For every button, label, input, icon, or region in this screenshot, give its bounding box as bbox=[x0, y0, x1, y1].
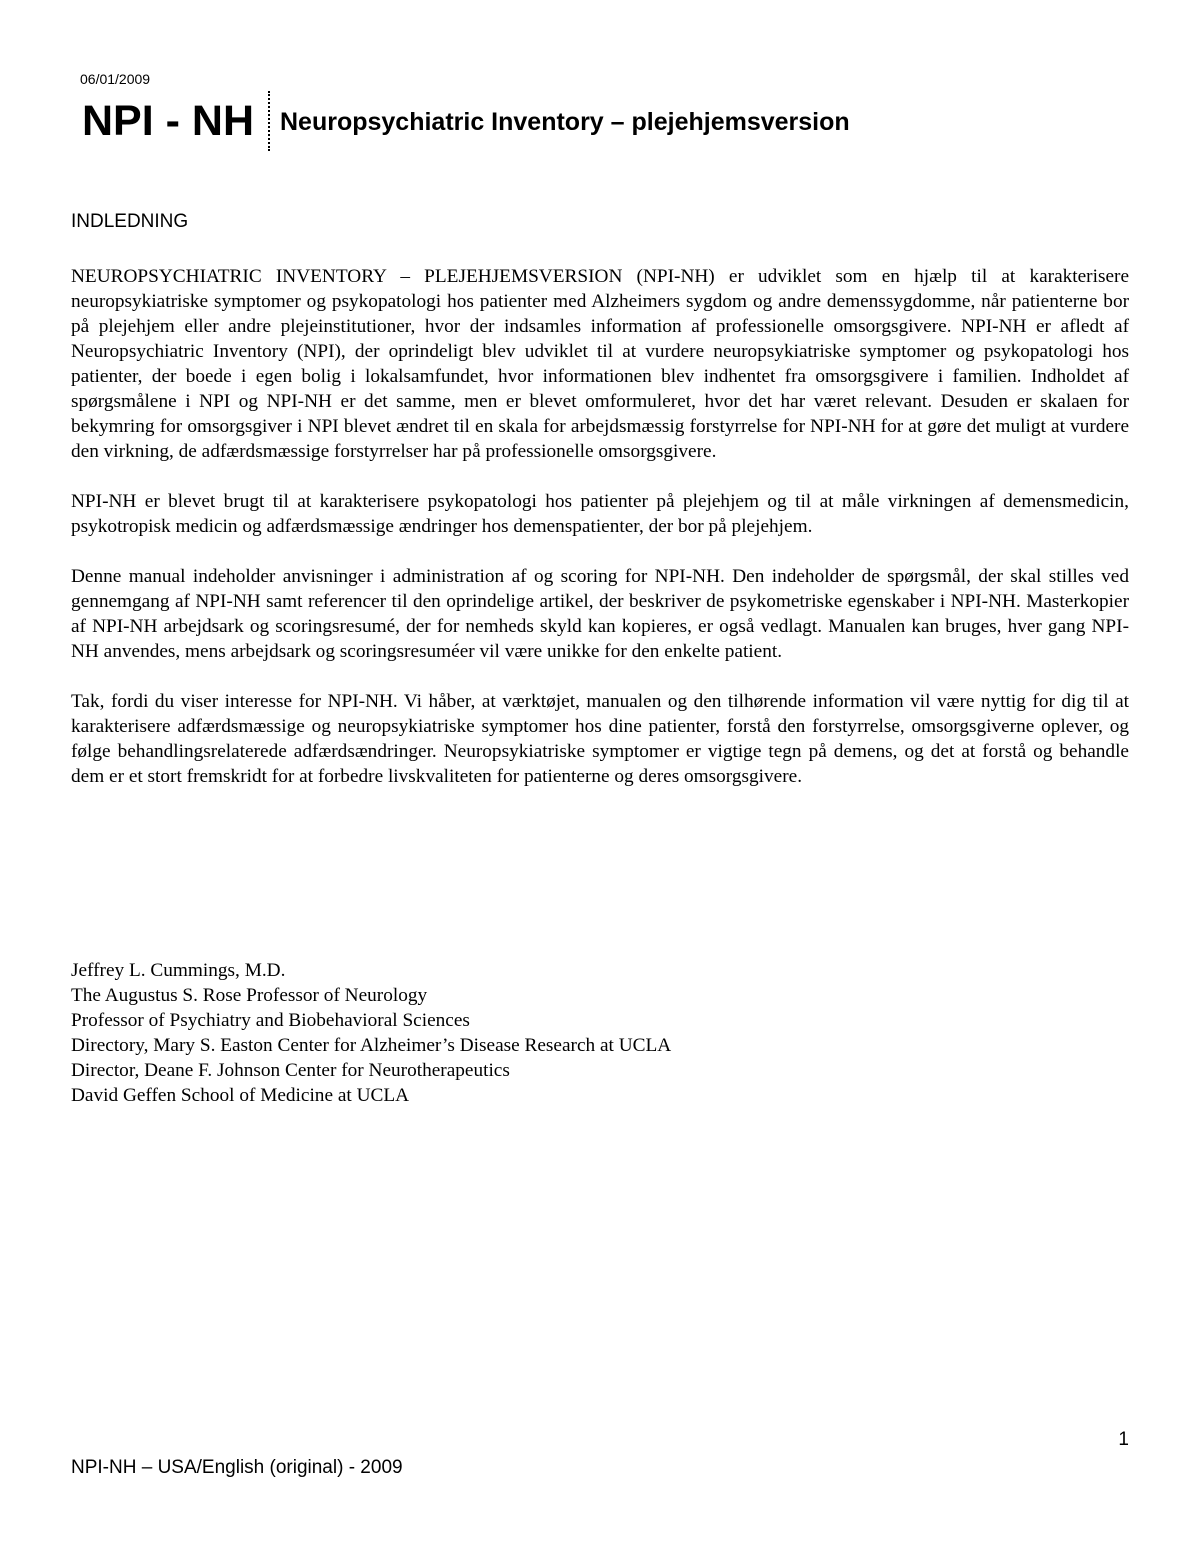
paragraph-thanks: Tak, fordi du viser interesse for NPI-NH. Vi håber, at værktøjet, manualen og den tilhørende information vil være nyttig for dig til at karakterisere adfærdsmæssige og neuropsykiatriske symptomer hos dine patienter, forstå den forstyrrelse, omsorgsgiverne oplever, og følge behandlingsrelaterede adfærdsændringer. Neuropsykiatriske symptomer er vigtige tegn på demens, og det at forstå og behandle dem er et stort fremskridt for at forbedre livskvaliteten for patienterne og deres omsorgsgivere. bbox=[71, 691, 1129, 787]
signature-name: Jeffrey L. Cummings, M.D. bbox=[71, 960, 286, 981]
signature-line: Professor of Psychiatry and Biobehavioral Sciences bbox=[71, 1010, 470, 1031]
page-number: 1 bbox=[1118, 1429, 1129, 1450]
signature-line: Directory, Mary S. Easton Center for Alzheimer’s Disease Research at UCLA bbox=[71, 1035, 672, 1056]
signature-block bbox=[71, 958, 671, 1108]
signature-line: Director, Deane F. Johnson Center for Neurotherapeutics bbox=[71, 1060, 510, 1081]
npi-nh-logo: NPI - NH bbox=[82, 97, 254, 145]
section-heading: INDLEDNING bbox=[71, 211, 189, 232]
signature-line: David Geffen School of Medicine at UCLA bbox=[71, 1085, 410, 1106]
paragraph-manual: Denne manual indeholder anvisninger i administration af og scoring for NPI-NH. Den indeholder de spørgsmål, der skal stilles ved gennemgang af NPI-NH samt referencer til den oprindelige artikel, der beskriver de psykometriske egenskaber i NPI-NH. Masterkopier af NPI-NH arbejdsark og scoringsresumé, der for nemheds skyld kan kopieres, er også vedlagt. Manualen kan bruges, hver gang NPI-NH anvendes, mens arbejdsark og scoringsresuméer vil være unikke for den enkelte patient. bbox=[71, 566, 1129, 662]
document-title: Neuropsychiatric Inventory – plejehjemsversion bbox=[280, 108, 850, 136]
paragraph-usage: NPI-NH er blevet brugt til at karakterisere psykopatologi hos patienter på plejehjem og til at måle virkningen af demensmedicin, psykotropisk medicin og adfærdsmæssige ændringer hos demenspatienter, der bor på plejehjem. bbox=[71, 491, 1129, 537]
body-text bbox=[71, 264, 1129, 814]
paragraph-intro: NEUROPSYCHIATRIC INVENTORY – PLEJEHJEMSVERSION (NPI-NH) er udviklet som en hjælp til at karakterisere neuropsykiatriske symptomer og psykopatologi hos patienter med Alzheimers sygdom og andre demenssygdomme, når patienterne bor på plejehjem eller andre plejeinstitutioner, hvor der indsamles information af professionelle omsorgsgivere. NPI-NH er afledt af Neuropsychiatric Inventory (NPI), der oprindeligt blev udviklet til at vurdere neuropsykiatriske symptomer og psykopatologi hos patienter, der boede i egen bolig i lokalsamfundet, hvor informationen blev indhentet fra omsorgsgivere i familien. Indholdet af spørgsmålene i NPI og NPI-NH er det samme, men er blevet omformuleret, hvor det har været relevant. Desuden er skalaen for bekymring for omsorgsgiver i NPI blevet ændret til en skala for arbejdsmæssig forstyrrelse for NPI-NH for at gøre det muligt at vurdere den virkning, de adfærdsmæssige forstyrrelser har på professionelle omsorgsgivere. bbox=[71, 266, 1129, 462]
document-header bbox=[82, 90, 850, 152]
signature-line: The Augustus S. Rose Professor of Neurology bbox=[71, 985, 428, 1006]
page-footer: NPI-NH – USA/English (original) - 2009 bbox=[71, 1457, 403, 1478]
document-date: 06/01/2009 bbox=[80, 71, 151, 87]
